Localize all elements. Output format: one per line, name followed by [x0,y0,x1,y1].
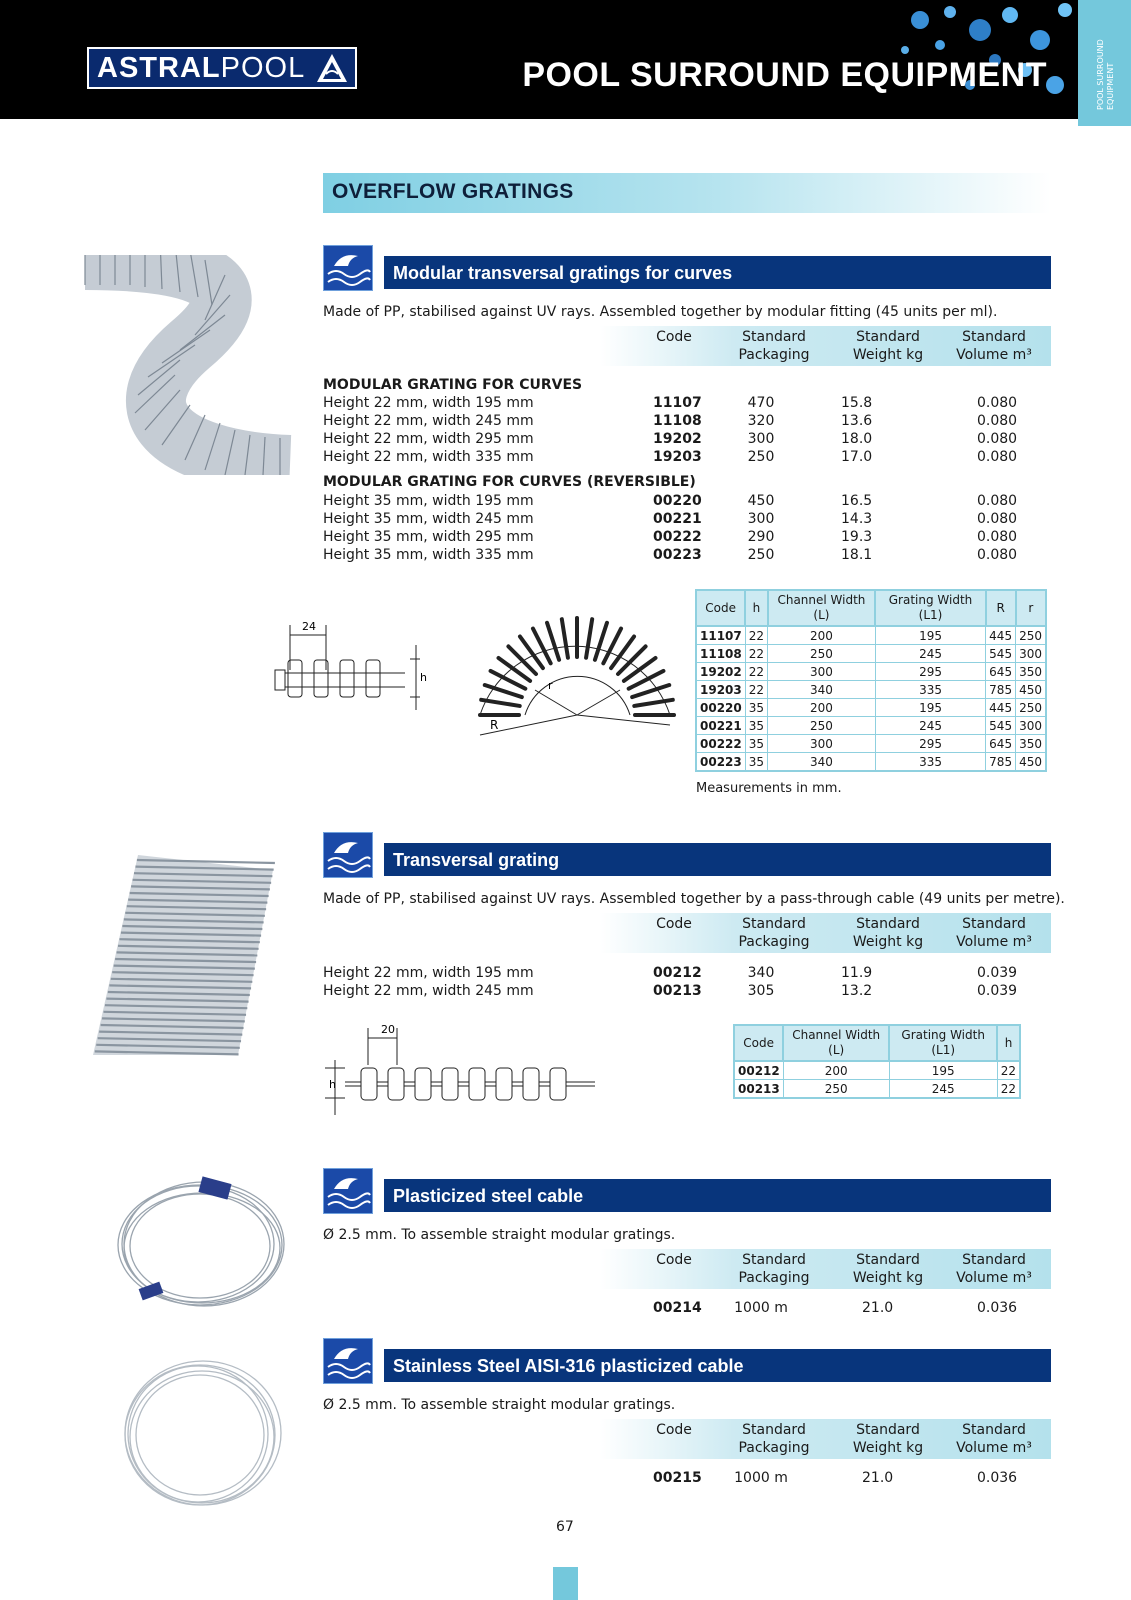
dim-value-cell: 645 [986,735,1016,753]
dim-value-cell: 250 [768,645,876,663]
dim-value-cell: 300 [768,735,876,753]
dim-value-cell: 200 [768,699,876,717]
cable-link [388,1068,404,1100]
dim-value-cell: 250 [768,717,876,735]
row-code: 00221 [653,511,702,527]
dim-value-cell: 300 [768,663,876,681]
row-desc: Height 22 mm, width 195 mm [323,965,534,981]
row-volume: 0.039 [977,965,1018,981]
col-volume-line1: Standard [962,1252,1026,1268]
col-packaging [724,1251,824,1287]
col-volume-line2: Volume m³ [956,934,1032,950]
dim-value-cell: 200 [783,1061,889,1080]
col-volume-line1: Standard [962,1422,1026,1438]
dim-code-cell: 00212 [734,1061,783,1080]
table-row [323,982,1053,1000]
stainless-cable-image [110,1355,290,1515]
row-weight: 13.6 [841,413,873,429]
row-pack: 290 [747,529,775,545]
dim-table-row [734,1080,1020,1099]
row-volume: 0.080 [977,529,1018,545]
product-description: Ø 2.5 mm. To assemble straight modular gratings. [323,1227,676,1243]
col-packaging [724,1421,824,1457]
cable-link [361,1068,377,1100]
dim-value-cell: 35 [745,717,767,735]
row-volume: 0.080 [977,547,1018,563]
dim-value-cell: 300 [1016,645,1046,663]
col-volume [944,915,1044,951]
product-description: Ø 2.5 mm. To assemble straight modular gratings. [323,1397,676,1413]
dim-value-cell: 340 [768,753,876,772]
dim-value-cell: 300 [1016,717,1046,735]
col-weight-line2: Weight kg [852,1270,924,1286]
dim-code-cell: 00221 [696,717,745,735]
row-weight: 18.0 [841,431,873,447]
row-weight: 13.2 [841,983,873,999]
row-code: 19202 [653,431,702,447]
col-code: Code [656,329,692,345]
dimensions-table-2 [733,1024,1021,1099]
page-number-tab [553,1567,578,1600]
col-packaging-line1: Standard [742,1422,806,1438]
product-rows-1 [323,394,1053,466]
col-weight-line1: Standard [856,916,920,932]
dim-value-cell: 250 [1016,699,1046,717]
table-row [323,430,1053,448]
grating-spoke [634,700,673,706]
straight-grating-image [88,850,278,1060]
col-weight-line1: Standard [856,1252,920,1268]
cable-link [469,1068,485,1100]
page-number: 67 [556,1519,574,1535]
pool-water-icon [323,1338,373,1384]
grating-spoke [481,700,520,706]
side-tab [1078,0,1131,126]
dim-table-row [696,717,1046,735]
product-description: Made of PP, stabilised against UV rays. Assembled together by modular fitting (45 units per ml). [323,304,998,320]
section-title: OVERFLOW GRATINGS [332,180,574,203]
row-code: 00223 [653,547,702,563]
dim-value-cell: 35 [745,753,767,772]
dim-value-cell: 340 [768,681,876,699]
col-weight-line1: Standard [856,1422,920,1438]
col-weight [838,1421,938,1457]
dim-value-cell: 545 [986,645,1016,663]
table-row [323,964,1053,982]
dim-value-cell: 450 [1016,753,1046,772]
row-desc: Height 22 mm, width 245 mm [323,413,534,429]
col-code: Code [656,1252,692,1268]
cable-link [550,1068,566,1100]
row-volume: 0.080 [977,449,1018,465]
pitch-label: 20 [381,1023,395,1036]
dim-value-cell: 22 [745,663,767,681]
row-pack: 300 [747,431,775,447]
col-weight-line1: Standard [856,329,920,345]
row-weight: 15.8 [841,395,873,411]
row-code: 11107 [653,395,702,411]
side-profile-drawing [270,615,445,730]
grating-spoke [595,623,607,660]
dim-value-cell: 22 [997,1080,1020,1099]
row-volume: 0.080 [977,511,1018,527]
dimensions-table-1 [695,589,1047,772]
row-weight: 11.9 [841,965,873,981]
table-row [323,448,1053,466]
col-packaging-line2: Packaging [738,347,810,363]
row-desc: Height 35 mm, width 335 mm [323,547,534,563]
measurements-note: Measurements in mm. [696,781,842,796]
pool-water-icon [323,832,373,878]
row-pack: 320 [747,413,775,429]
curve-radius-drawing [470,605,685,755]
table-row [323,1469,1053,1487]
row-code: 00212 [653,965,702,981]
row-volume: 0.036 [977,1300,1018,1316]
group-heading: MODULAR GRATING FOR CURVES (REVERSIBLE) [323,474,696,490]
dim-value-cell: 195 [875,699,985,717]
dim-value-cell: 335 [875,753,985,772]
dim-value-cell: 245 [889,1080,997,1099]
col-weight [838,1251,938,1287]
col-code: Code [656,1422,692,1438]
row-desc: Height 22 mm, width 245 mm [323,983,534,999]
col-volume-line2: Volume m³ [956,1270,1032,1286]
side-tab-line1: POOL SURROUND [1096,39,1105,110]
dim-value-cell: 250 [783,1080,889,1099]
dim-value-cell: 22 [745,645,767,663]
row-weight: 16.5 [841,493,873,509]
col-code: Code [656,916,692,932]
cable-link [523,1068,539,1100]
product-title: Modular transversal gratings for curves [393,263,733,283]
table-row [323,1299,1053,1317]
dim-table-row [696,626,1046,645]
table-row [323,528,1053,546]
dim-code-cell: 00213 [734,1080,783,1099]
product-title: Transversal grating [393,850,560,870]
row-pack: 470 [747,395,775,411]
cable-link [496,1068,512,1100]
dim-value-cell: 645 [986,663,1016,681]
grating-spoke [547,623,559,660]
col-weight-line2: Weight kg [852,934,924,950]
product-description: Made of PP, stabilised against UV rays. Assembled together by a pass-through cable (49 units per metre). [323,891,1065,907]
dim-value-cell: 22 [745,626,767,645]
astralpool-logo-icon [315,52,349,84]
row-desc: Height 35 mm, width 295 mm [323,529,534,545]
curved-grating-image [80,255,298,475]
dim-code-cell: 19202 [696,663,745,681]
table-row [323,510,1053,528]
row-pack: 450 [747,493,775,509]
dim-table-row [696,753,1046,772]
pitch-label: 24 [302,620,316,633]
grating-spoke [562,619,568,658]
row-volume: 0.080 [977,413,1018,429]
dim-value-cell: 350 [1016,663,1046,681]
row-code: 00220 [653,493,702,509]
pool-water-icon [323,1168,373,1214]
dim-value-cell: 445 [986,626,1016,645]
dim-value-cell: 35 [745,735,767,753]
col-packaging-line2: Packaging [738,1440,810,1456]
row-volume: 0.039 [977,983,1018,999]
row-code: 00215 [653,1470,702,1486]
dim-code-cell: 19203 [696,681,745,699]
col-volume-line2: Volume m³ [956,347,1032,363]
col-weight [838,915,938,951]
height-label: h [420,671,427,684]
col-volume-line1: Standard [962,329,1026,345]
col-packaging-line2: Packaging [738,934,810,950]
dim-value-cell: 200 [768,626,876,645]
table-row [323,394,1053,412]
table-row [323,492,1053,510]
dim-value-cell: 445 [986,699,1016,717]
dim-value-cell: 195 [875,626,985,645]
row-volume: 0.036 [977,1470,1018,1486]
product-title: Plasticized steel cable [393,1186,584,1206]
row-weight: 21.0 [862,1470,894,1486]
row-desc: Height 22 mm, width 195 mm [323,395,534,411]
row-pack: 305 [747,983,775,999]
dim-value-cell: 245 [875,645,985,663]
pool-water-icon [323,245,373,291]
row-pack: 300 [747,511,775,527]
height-label: h [329,1078,336,1091]
row-volume: 0.080 [977,395,1018,411]
dim-value-cell: 35 [745,699,767,717]
dim-value-cell: 245 [875,717,985,735]
page-title: POOL SURROUND EQUIPMENT [522,56,1047,94]
row-weight: 14.3 [841,511,873,527]
row-code: 00213 [653,983,702,999]
col-packaging-line1: Standard [742,916,806,932]
product-rows [323,964,1053,1000]
cable-link [442,1068,458,1100]
dim-value-cell: 195 [889,1061,997,1080]
col-packaging [724,915,824,951]
cable-link [415,1068,431,1100]
dim-col-code: Code [734,1025,783,1061]
dim-code-cell: 00223 [696,753,745,772]
dim-value-cell: 295 [875,735,985,753]
col-volume [944,1251,1044,1287]
col-packaging-line1: Standard [742,1252,806,1268]
dim-table-row [696,681,1046,699]
dim-value-cell: 450 [1016,681,1046,699]
brand-bold: ASTRAL [97,51,221,84]
dim-value-cell: 350 [1016,735,1046,753]
radius-R-label: R [490,718,499,732]
dim-col-h: h [745,590,767,626]
dim-table-row [696,699,1046,717]
dim-value-cell: 545 [986,717,1016,735]
dim-code-cell: 11108 [696,645,745,663]
col-weight-line2: Weight kg [852,347,924,363]
dim-code-cell: 00220 [696,699,745,717]
row-desc: Height 22 mm, width 335 mm [323,449,534,465]
dim-col-h: h [997,1025,1020,1061]
dim-value-cell: 250 [1016,626,1046,645]
astralpool-logo [87,47,357,89]
radius-r-label: r [548,679,553,692]
table-row [323,546,1053,564]
dim-code-cell: 11107 [696,626,745,645]
product-title: Stainless Steel AISI-316 plasticized cable [393,1356,744,1376]
col-volume-line2: Volume m³ [956,1440,1032,1456]
row-code: 11108 [653,413,702,429]
row-pack: 250 [747,449,775,465]
dim-col-R: R [986,590,1016,626]
dim-table-row [734,1061,1020,1080]
row-weight: 17.0 [841,449,873,465]
row-pack: 1000 m [734,1300,788,1316]
table-row [323,412,1053,430]
row-volume: 0.080 [977,493,1018,509]
col-weight-line2: Weight kg [852,1440,924,1456]
row-pack: 250 [747,547,775,563]
row-weight: 21.0 [862,1300,894,1316]
grating-spoke [586,619,592,658]
dim-value-cell: 335 [875,681,985,699]
grating-spoke [632,685,669,697]
row-code: 00214 [653,1300,702,1316]
row-weight: 18.1 [841,547,873,563]
group-heading: MODULAR GRATING FOR CURVES [323,377,583,393]
row-volume: 0.080 [977,431,1018,447]
col-packaging-line2: Packaging [738,1270,810,1286]
dim-col-grating: Grating Width (L1) [875,590,985,626]
row-desc: Height 35 mm, width 195 mm [323,493,534,509]
row-code: 19203 [653,449,702,465]
col-packaging [724,328,824,364]
dim-col-r: r [1016,590,1046,626]
steel-cable-image [110,1170,290,1320]
row-weight: 19.3 [841,529,873,545]
row-code: 00222 [653,529,702,545]
dim-table-row [696,735,1046,753]
col-volume [944,1421,1044,1457]
dim-col-grating: Grating Width (L1) [889,1025,997,1061]
dim-table-row [696,645,1046,663]
dim-col-channel: Channel Width (L) [783,1025,889,1061]
grating-spoke [485,685,522,697]
cable-profile-drawing [325,1020,600,1115]
col-volume-line1: Standard [962,916,1026,932]
dim-value-cell: 22 [745,681,767,699]
brand-light: POOL [220,51,306,84]
col-weight [838,328,938,364]
dim-col-channel: Channel Width (L) [768,590,876,626]
row-desc: Height 22 mm, width 295 mm [323,431,534,447]
side-tab-line2: EQUIPMENT [1106,62,1115,110]
dim-value-cell: 22 [997,1061,1020,1080]
row-desc: Height 35 mm, width 245 mm [323,511,534,527]
dim-table-row [696,663,1046,681]
col-packaging-line1: Standard [742,329,806,345]
row-pack: 340 [747,965,775,981]
dim-value-cell: 785 [986,753,1016,772]
page-header [0,0,1131,119]
product-rows-2 [323,492,1053,564]
dim-value-cell: 785 [986,681,1016,699]
dim-col-code: Code [696,590,745,626]
row-pack: 1000 m [734,1470,788,1486]
dim-code-cell: 00222 [696,735,745,753]
dim-value-cell: 295 [875,663,985,681]
col-volume [944,328,1044,364]
